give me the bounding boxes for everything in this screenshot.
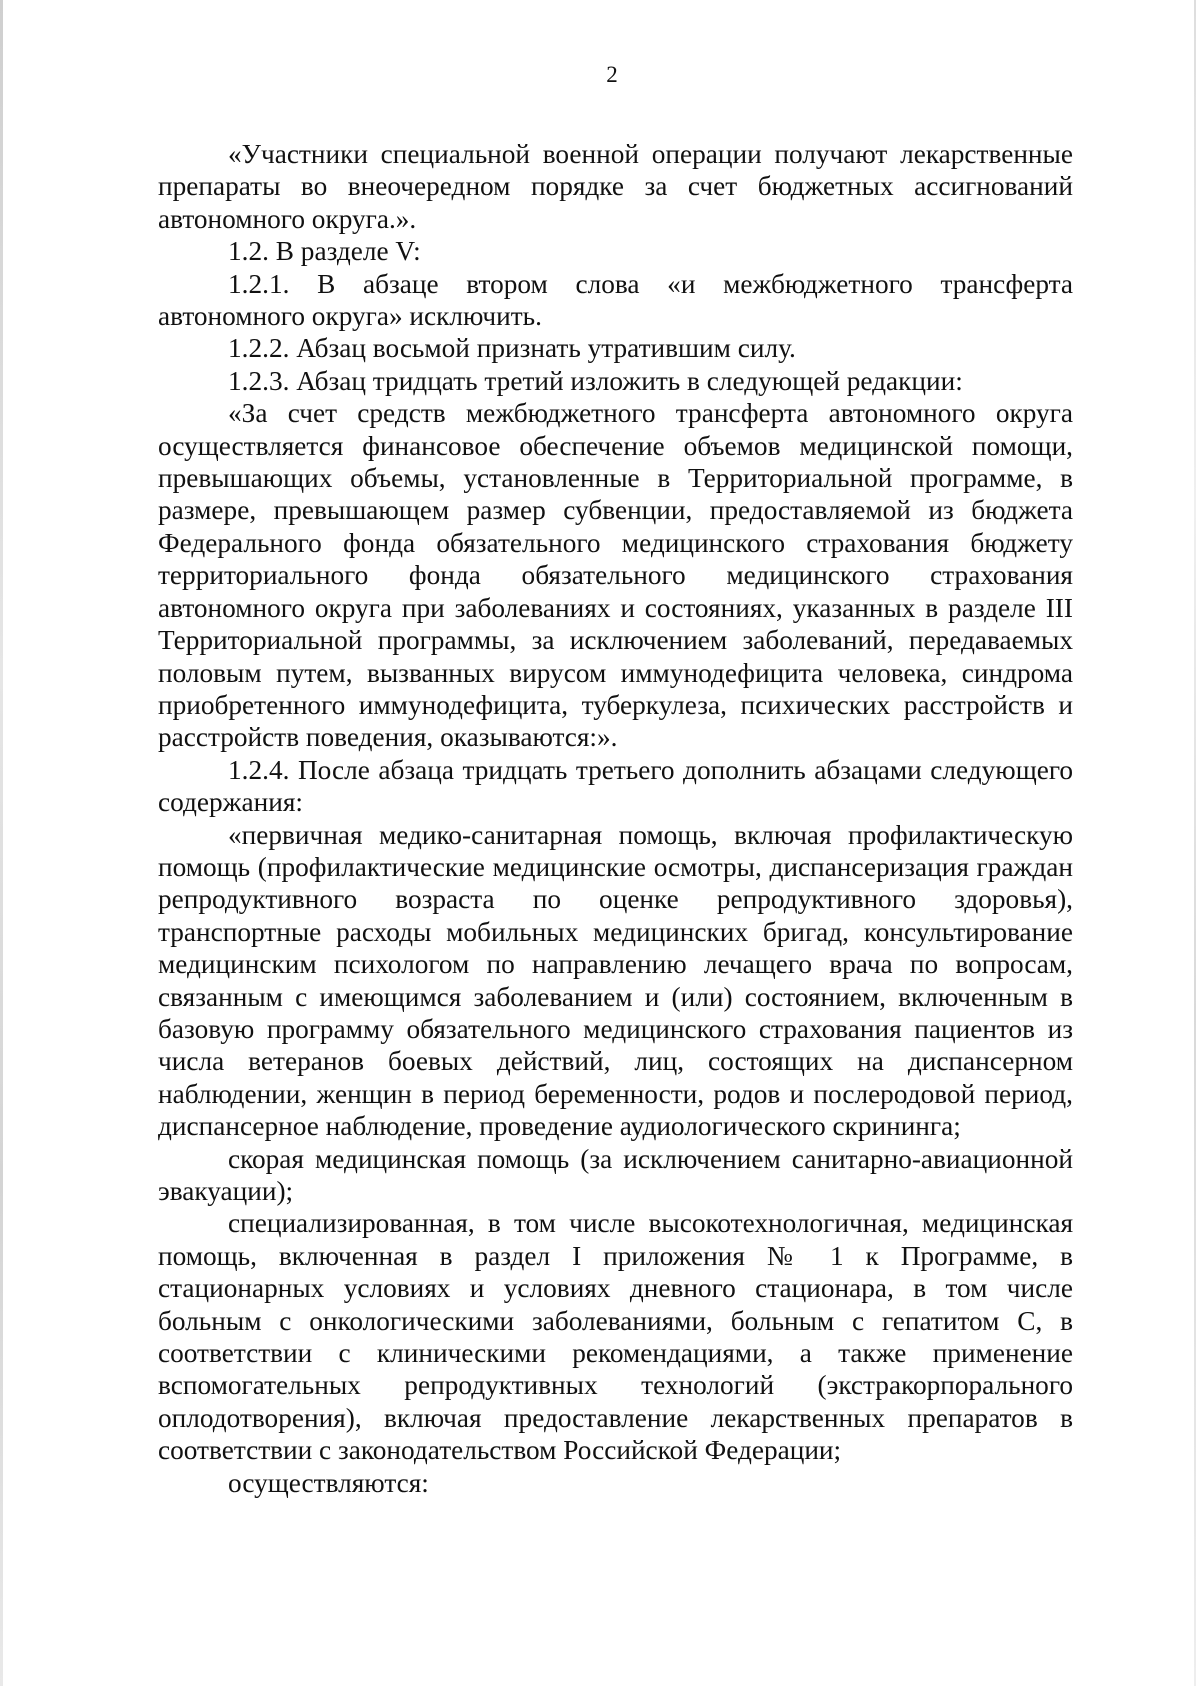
paragraph-1-2-4: 1.2.4. После абзаца тридцать третьего дополнить абзацами следующего содержания:: [158, 754, 1073, 818]
document-body: [158, 138, 1073, 1499]
page-number: 2: [606, 62, 618, 87]
scan-edge-left: [0, 0, 3, 1686]
paragraph-transfer-financing: «За счет средств межбюджетного трансферта автономного округа осуществляется финансовое обеспечение объемов медицинской помощи, превышающих объемы, установленные в Территориальной программе, в размере, превышающем размер субвенции, предоставляемой из бюджета Федерального фонда обязательного медицинского страхования бюджету территориального фонда обязательного медицинского страхования автономного округа при заболеваниях и состояниях, указанных в разделе III Территориальной программы, за исключением заболеваний, передаваемых половым путем, вызванных вирусом иммунодефицита человека, синдрома приобретенного иммунодефицита, туберкулеза, психических расстройств и расстройств поведения, оказываются:».: [158, 398, 1073, 753]
paragraph-1-2-1: 1.2.1. В абзаце втором слова «и межбюджетного трансферта автономного округа» исключить.: [158, 268, 1073, 332]
scan-edge-right: [1194, 0, 1196, 1686]
paragraph-specialized-care: специализированная, в том числе высокотехнологичная, медицинская помощь, включенная в раздел I приложения № 1 к Программе, в стационарных условиях и условиях дневного стационара, в том числе больным с онкологическими заболеваниями, больным с гепатитом С, в соответствии с клиническими рекомендациями, а также применение вспомогательных репродуктивных технологий (экстракорпорального оплодотворения), включая предоставление лекарственных препаратов в соответствии с законодательством Российской Федерации;: [158, 1208, 1073, 1466]
paragraph-carried-out: осуществляются:: [228, 1467, 429, 1498]
paragraph-1-2-3: 1.2.3. Абзац тридцать третий изложить в следующей редакции:: [228, 365, 963, 396]
paragraph-emergency-care: скорая медицинская помощь (за исключением санитарно-авиационной эвакуации);: [158, 1143, 1073, 1206]
paragraph-1-2-2: 1.2.2. Абзац восьмой признать утратившим силу.: [228, 333, 796, 364]
paragraph-primary-care: «первичная медико-санитарная помощь, включая профилактическую помощь (профилактические медицинские осмотры, диспансеризация граждан репродуктивного возраста по оценке репродуктивного здоровья), транспортные расходы мобильных медицинских бригад, консультирование медицинским психологом по направлению лечащего врача по вопросам, связанным с имеющимся заболеванием и (или) состоянием, включенным в базовую программу обязательного медицинского страхования пациентов из числа ветеранов боевых действий, лиц, состоящих на диспансерном наблюдении, женщин в период беременности, родов и послеродовой период, диспансерное наблюдение, проведение аудиологического скрининга;: [158, 819, 1073, 1142]
paragraph-svo-participants: «Участники специальной военной операции получают лекарственные препараты во внеочередном порядке за счет бюджетных ассигнований автономного округа.».: [158, 139, 1073, 234]
paragraph-1-2: 1.2. В разделе V:: [228, 236, 421, 267]
